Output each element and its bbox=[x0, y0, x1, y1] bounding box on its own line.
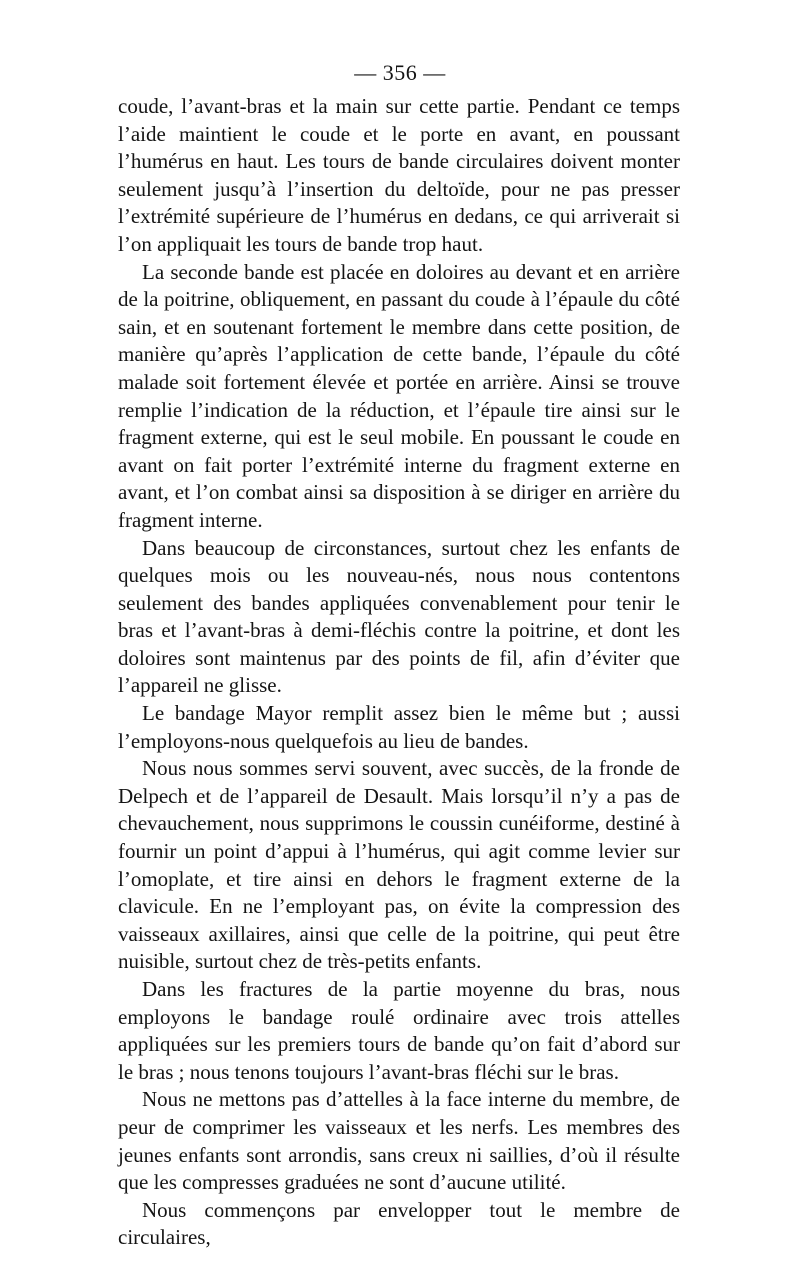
paragraph: Le bandage Mayor remplit assez bien le même but ; aussi l’employons-nous quelquefois au lieu de bandes. bbox=[118, 701, 680, 753]
paragraph: Nous ne mettons pas d’attelles à la face interne du membre, de peur de comprimer les vaisseaux et les nerfs. Les membres des jeunes enfants sont arrondis, sans creux ni saillies, d’où il résulte que les compresses graduées ne sont d’aucune utilité. bbox=[118, 1087, 680, 1195]
page-number: — 356 — bbox=[354, 60, 446, 85]
paragraph: Dans beaucoup de circonstances, surtout chez les enfants de quelques mois ou les nouveau-nés, nous nous contentons seulement des bandes appliquées convenablement pour tenir le bras et l’avant-bras à demi-fléchis contre la poitrine, et dont les doloires sont maintenus par des points de fil, afin d’éviter que l’appareil ne glisse. bbox=[118, 535, 680, 698]
paragraph: La seconde bande est placée en doloires au devant et en arrière de la poitrine, obliquement, en passant du coude à l’épaule du côté sain, et en soutenant fortement le membre dans cette position, de manière qu’après l’application de cette bande, l’épaule du côté malade soit fortement élevée et portée en arrière. Ainsi se trouve remplie l’indication de la réduction, et l’épaule tire ainsi sur le fragment externe, qui est le seul mobile. En poussant le coude en avant on fait porter l’extrémité interne du fragment externe en avant, et l’on combat ainsi sa disposition à se diriger en arrière du fragment interne. bbox=[118, 259, 680, 532]
paragraph: Nous commençons par envelopper tout le membre de circulaires, bbox=[118, 1197, 680, 1250]
body-text bbox=[118, 93, 680, 1252]
paragraph: coude, l’avant-bras et la main sur cette partie. Pendant ce temps l’aide maintient le coude et le porte en avant, en poussant l’humérus en haut. Les tours de bande circulaires doivent monter seulement jusqu’à l’insertion du deltoïde, pour ne pas presser l’extrémité supérieure de l’humérus en dedans, ce qui arriverait si l’on appliquait les tours de bande trop haut. bbox=[118, 94, 680, 256]
paragraph: Nous nous sommes servi souvent, avec succès, de la fronde de Delpech et de l’appareil de Desault. Mais lorsqu’il n’y a pas de chevauchement, nous supprimons le coussin cunéiforme, destiné à fournir un point d’appui à l’humérus, qui agit comme levier sur l’omoplate, et tire ainsi en dehors le fragment externe de la clavicule. En ne l’employant pas, on évite la compression des vaisseaux axillaires, ainsi que celle de la poitrine, qui peut être nuisible, surtout chez de très-petits enfants. bbox=[118, 756, 680, 974]
paragraph: Dans les fractures de la partie moyenne du bras, nous employons le bandage roulé ordinaire avec trois attelles appliquées sur les premiers tours de bande qu’on fait d’abord sur le bras ; nous tenons toujours l’avant-bras fléchi sur le bras. bbox=[118, 977, 680, 1084]
